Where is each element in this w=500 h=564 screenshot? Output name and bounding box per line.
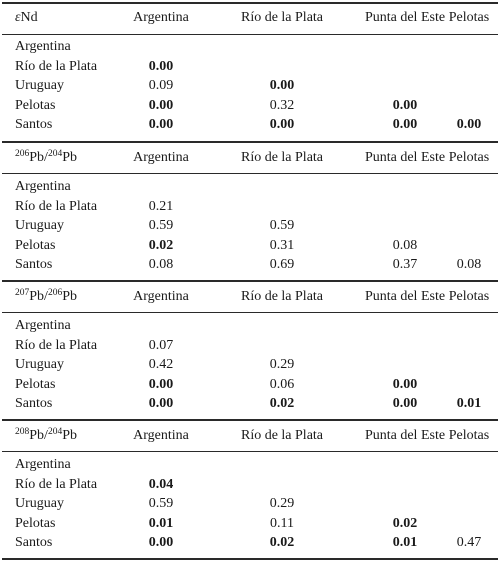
- row-label: Pelotas: [15, 237, 56, 253]
- row-label: Argentina: [15, 39, 71, 54]
- p-value-cell: 0.59: [269, 218, 295, 233]
- p-value-cell: 0.31: [269, 237, 295, 253]
- row-label: Río de la Plata: [15, 337, 98, 353]
- header-text: Pb: [62, 428, 77, 443]
- p-value-cell: 0.00: [392, 97, 418, 113]
- column-header: Argentina: [133, 428, 189, 443]
- p-value-cell: 0.00: [269, 117, 295, 132]
- section-header-label: [15, 149, 77, 168]
- column-header: Punta del Este: [364, 10, 446, 25]
- p-value-cell: 0.06: [269, 376, 295, 392]
- row-label: Pelotas: [15, 515, 56, 531]
- row-label: Argentina: [15, 457, 71, 472]
- p-value-cell: 0.00: [392, 376, 418, 392]
- column-header: Pelotas: [448, 289, 490, 304]
- p-value-cell: 0.09: [148, 78, 174, 93]
- row-label: Río de la Plata: [15, 58, 98, 74]
- p-value-cell: 0.01: [148, 515, 174, 531]
- column-header: Punta del Este: [364, 150, 446, 165]
- p-value-cell: 0.00: [269, 78, 295, 93]
- p-value-cell: 0.00: [148, 535, 174, 550]
- column-header: Río de la Plata: [240, 289, 324, 304]
- p-value-cell: 0.07: [148, 337, 174, 353]
- p-value-cell: 0.00: [148, 97, 174, 113]
- p-value-cell: 0.04: [148, 476, 174, 492]
- header-text: Pb/: [29, 428, 48, 443]
- p-value-cell: 0.59: [148, 218, 174, 233]
- p-value-cell: 0.00: [392, 117, 418, 132]
- table-rule: [2, 280, 498, 282]
- p-value-cell: 0.37: [392, 257, 418, 272]
- p-value-cell: 0.02: [148, 237, 174, 253]
- p-value-cell: 0.02: [269, 535, 295, 550]
- column-header: Pelotas: [448, 428, 490, 443]
- row-label: Argentina: [15, 179, 71, 194]
- header-text: Nd: [20, 10, 38, 25]
- header-text: Pb/: [29, 150, 48, 165]
- p-value-cell: 0.59: [148, 496, 174, 511]
- p-value-cell: 0.00: [148, 376, 174, 392]
- table-rule: [2, 141, 498, 143]
- table-rule: [2, 451, 498, 452]
- row-label: Santos: [15, 535, 53, 550]
- p-value-cell: 0.01: [392, 535, 418, 550]
- column-header: Punta del Este: [364, 289, 446, 304]
- column-header: Argentina: [133, 289, 189, 304]
- isotope-mass-number: 204: [47, 427, 63, 437]
- section-header-label: [15, 427, 77, 446]
- section-header-label: [15, 288, 77, 307]
- row-label: Uruguay: [15, 78, 64, 93]
- p-value-cell: 0.21: [148, 198, 174, 214]
- column-header: Pelotas: [448, 10, 490, 25]
- p-value-cell: 0.69: [269, 257, 295, 272]
- p-value-cell: 0.29: [269, 357, 295, 372]
- p-value-cell: 0.00: [456, 117, 482, 132]
- p-value-cell: 0.00: [392, 396, 418, 411]
- p-value-cell: 0.02: [392, 515, 418, 531]
- p-value-cell: 0.02: [269, 396, 295, 411]
- epsilon-symbol: ε: [15, 10, 21, 25]
- column-header: Pelotas: [448, 150, 490, 165]
- row-label: Uruguay: [15, 218, 64, 233]
- column-header: Argentina: [133, 10, 189, 25]
- row-label: Uruguay: [15, 357, 64, 372]
- row-label: Argentina: [15, 318, 71, 333]
- p-value-cell: 0.08: [148, 257, 174, 272]
- isotope-mass-number: 208: [15, 427, 30, 437]
- column-header: Argentina: [133, 150, 189, 165]
- row-label: Pelotas: [15, 97, 56, 113]
- p-value-cell: 0.01: [456, 396, 482, 411]
- isotope-mass-number: 204: [47, 149, 63, 159]
- p-value-cell: 0.00: [148, 117, 174, 132]
- p-value-cell: 0.08: [456, 257, 482, 272]
- column-header: Punta del Este: [364, 428, 446, 443]
- header-text: Pb: [62, 289, 77, 304]
- column-header: Río de la Plata: [240, 428, 324, 443]
- p-value-cell: 0.11: [270, 515, 294, 531]
- table-rule: [2, 419, 498, 421]
- p-value-cell: 0.47: [456, 535, 482, 550]
- row-label: Río de la Plata: [15, 476, 98, 492]
- table-rule: [2, 173, 498, 174]
- table-rule: [2, 312, 498, 313]
- row-label: Río de la Plata: [15, 198, 98, 214]
- row-label: Santos: [15, 117, 53, 132]
- table-rule: [2, 2, 498, 4]
- isotope-mass-number: 206: [15, 149, 30, 159]
- p-value-cell: 0.32: [269, 97, 295, 113]
- p-value-cell: 0.00: [148, 396, 174, 411]
- table-rule: [2, 34, 498, 35]
- row-label: Santos: [15, 396, 53, 411]
- row-label: Uruguay: [15, 496, 64, 511]
- column-header: Río de la Plata: [240, 150, 324, 165]
- isotope-mass-number: 206: [47, 288, 63, 298]
- table-rule: [2, 558, 498, 560]
- header-text: Pb: [62, 150, 77, 165]
- row-label: Santos: [15, 257, 53, 272]
- p-value-cell: 0.08: [392, 237, 418, 253]
- isotope-mass-number: 207: [15, 288, 30, 298]
- p-value-cell: 0.29: [269, 496, 295, 511]
- header-text: Pb/: [29, 289, 48, 304]
- row-label: Pelotas: [15, 376, 56, 392]
- p-value-cell: 0.42: [148, 357, 174, 372]
- column-header: Río de la Plata: [240, 10, 324, 25]
- section-header-label: [15, 9, 38, 27]
- p-value-cell: 0.00: [148, 58, 174, 74]
